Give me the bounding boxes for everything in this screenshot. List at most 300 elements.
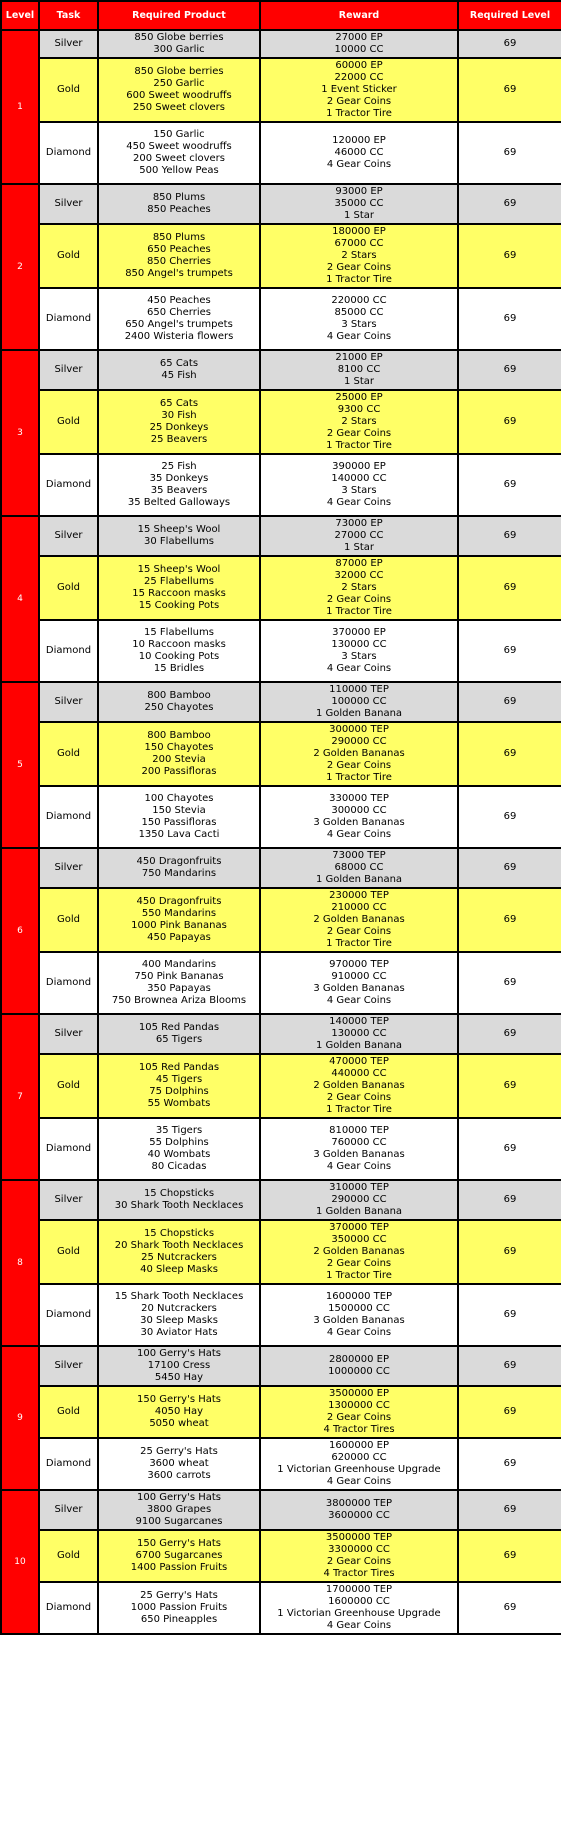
required-level-cell: 69 [458, 1118, 561, 1180]
required-product-cell [98, 390, 260, 454]
task-cell: Silver [39, 516, 98, 556]
required-level-cell: 69 [458, 350, 561, 390]
reward-line: 22000 CC [334, 72, 384, 83]
product-line: 35 Tigers [155, 1125, 203, 1136]
task-cell: Gold [39, 722, 98, 786]
reward-line: 27000 CC [334, 530, 384, 541]
table-row [1, 1054, 561, 1118]
reward-line: 1 Star [343, 210, 375, 221]
table-row [1, 952, 561, 1014]
reward-line: 4 Gear Coins [326, 1620, 392, 1631]
required-product-cell [98, 516, 260, 556]
required-product-cell [98, 58, 260, 122]
table-row [1, 722, 561, 786]
reward-line: 87000 EP [335, 558, 383, 569]
table-row [1, 1582, 561, 1634]
product-line: 800 Bamboo [147, 690, 211, 701]
product-line: 250 Chayotes [144, 702, 214, 713]
reward-cell [260, 1118, 458, 1180]
required-level-cell: 69 [458, 1530, 561, 1582]
required-product-cell [98, 888, 260, 952]
reward-line: 300000 TEP [329, 724, 389, 735]
product-line: 850 Peaches [147, 204, 211, 215]
reward-line: 2 Gear Coins [326, 428, 392, 439]
reward-line: 110000 TEP [329, 684, 389, 695]
required-level-cell: 69 [458, 30, 561, 58]
required-product-cell [98, 952, 260, 1014]
product-line: 35 Donkeys [149, 473, 209, 484]
product-line: 250 Sweet clovers [133, 102, 225, 113]
product-line: 850 Cherries [147, 256, 211, 267]
table-row [1, 1180, 561, 1220]
product-line: 40 Wombats [147, 1149, 211, 1160]
reward-line: 140000 TEP [329, 1016, 389, 1027]
task-cell: Silver [39, 350, 98, 390]
product-line: 30 Flabellums [144, 536, 214, 547]
reward-line: 3 Golden Bananas [313, 1149, 405, 1160]
reward-line: 2 Golden Bananas [313, 1246, 405, 1257]
reward-cell [260, 122, 458, 184]
reward-line: 3300000 CC [328, 1544, 390, 1555]
reward-cell [260, 1284, 458, 1346]
task-cell: Gold [39, 224, 98, 288]
header-required-product: Required Product [98, 1, 260, 30]
product-line: 1000 Passion Fruits [130, 1602, 228, 1613]
product-line: 55 Wombats [147, 1098, 211, 1109]
required-product-cell [98, 350, 260, 390]
reward-line: 1600000 CC [328, 1596, 390, 1607]
reward-line: 1 Golden Banana [315, 1206, 403, 1217]
product-line: 1350 Lava Cacti [138, 829, 220, 840]
reward-line: 130000 CC [331, 1028, 387, 1039]
reward-line: 1600000 TEP [325, 1291, 393, 1302]
reward-line: 970000 TEP [329, 959, 389, 970]
product-line: 450 Dragonfruits [136, 856, 222, 867]
reward-line: 1 Victorian Greenhouse Upgrade [277, 1608, 441, 1619]
reward-line: 1300000 CC [328, 1400, 390, 1411]
product-line: 105 Red Pandas [138, 1062, 220, 1073]
reward-line: 67000 CC [334, 238, 384, 249]
reward-line: 1 Tractor Tire [326, 108, 392, 119]
reward-line: 440000 CC [331, 1068, 387, 1079]
task-cell: Diamond [39, 1284, 98, 1346]
task-cell: Gold [39, 888, 98, 952]
reward-line: 100000 CC [331, 696, 387, 707]
required-product-cell [98, 1490, 260, 1530]
product-line: 750 Pink Bananas [134, 971, 224, 982]
reward-cell [260, 1582, 458, 1634]
reward-line: 2 Gear Coins [326, 96, 392, 107]
reward-line: 32000 CC [334, 570, 384, 581]
table-row [1, 1118, 561, 1180]
reward-line: 3 Stars [341, 651, 377, 662]
reward-line: 1 Golden Banana [315, 874, 403, 885]
table-row [1, 454, 561, 516]
reward-line: 2 Stars [341, 250, 377, 261]
required-product-cell [98, 556, 260, 620]
task-cell: Silver [39, 1180, 98, 1220]
product-line: 100 Gerry's Hats [136, 1492, 222, 1503]
reward-line: 4 Gear Coins [326, 995, 392, 1006]
reward-line: 3 Stars [341, 485, 377, 496]
product-line: 350 Papayas [147, 983, 211, 994]
product-line: 300 Garlic [153, 44, 205, 55]
product-line: 150 Passifloras [141, 817, 217, 828]
reward-line: 350000 CC [331, 1234, 387, 1245]
table-row [1, 1530, 561, 1582]
product-line: 45 Tigers [155, 1074, 203, 1085]
reward-line: 1 Tractor Tire [326, 772, 392, 783]
required-level-cell: 69 [458, 556, 561, 620]
reward-line: 2 Gear Coins [326, 1092, 392, 1103]
required-product-cell [98, 224, 260, 288]
table-row [1, 1438, 561, 1490]
task-cell: Silver [39, 1346, 98, 1386]
reward-line: 73000 TEP [332, 850, 386, 861]
required-product-cell [98, 1438, 260, 1490]
product-line: 30 Aviator Hats [140, 1327, 218, 1338]
required-level-cell: 69 [458, 1438, 561, 1490]
task-cell: Gold [39, 58, 98, 122]
task-cell: Silver [39, 184, 98, 224]
reward-line: 4 Gear Coins [326, 1327, 392, 1338]
product-line: 45 Fish [161, 370, 197, 381]
reward-cell [260, 224, 458, 288]
product-line: 750 Mandarins [141, 868, 217, 879]
required-level-cell: 69 [458, 224, 561, 288]
reward-line: 2 Gear Coins [326, 1258, 392, 1269]
reward-line: 130000 CC [331, 639, 387, 650]
reward-line: 1 Tractor Tire [326, 938, 392, 949]
product-line: 550 Mandarins [141, 908, 217, 919]
task-cell: Diamond [39, 952, 98, 1014]
reward-line: 1 Star [343, 376, 375, 387]
reward-line: 2 Gear Coins [326, 1556, 392, 1567]
product-line: 15 Cooking Pots [138, 600, 220, 611]
required-product-cell [98, 682, 260, 722]
reward-line: 4 Gear Coins [326, 1476, 392, 1487]
product-line: 450 Sweet woodruffs [126, 141, 232, 152]
product-line: 150 Gerry's Hats [136, 1394, 222, 1405]
product-line: 25 Donkeys [149, 422, 209, 433]
level-cell: 5 [1, 682, 39, 848]
reward-line: 4 Gear Coins [326, 1161, 392, 1172]
required-level-cell: 69 [458, 58, 561, 122]
product-line: 150 Chayotes [144, 742, 214, 753]
reward-cell [260, 952, 458, 1014]
required-product-cell [98, 454, 260, 516]
reward-line: 1700000 TEP [325, 1584, 393, 1595]
product-line: 75 Dolphins [149, 1086, 209, 1097]
required-product-cell [98, 1180, 260, 1220]
product-line: 25 Beavers [150, 434, 208, 445]
required-level-cell: 69 [458, 122, 561, 184]
reward-line: 2 Gear Coins [326, 1412, 392, 1423]
required-product-cell [98, 1014, 260, 1054]
reward-line: 910000 CC [331, 971, 387, 982]
product-line: 65 Cats [159, 358, 199, 369]
reward-line: 4 Tractor Tires [323, 1568, 395, 1579]
reward-line: 1 Event Sticker [321, 84, 397, 95]
required-product-cell [98, 1386, 260, 1438]
reward-line: 180000 EP [332, 226, 386, 237]
level-cell: 2 [1, 184, 39, 350]
product-line: 15 Chopsticks [143, 1228, 215, 1239]
reward-line: 3500000 TEP [325, 1532, 393, 1543]
level-cell: 7 [1, 1014, 39, 1180]
reward-line: 4 Gear Coins [326, 663, 392, 674]
reward-line: 1 Tractor Tire [326, 440, 392, 451]
reward-line: 2 Gear Coins [326, 594, 392, 605]
reward-cell [260, 556, 458, 620]
product-line: 15 Bridles [153, 663, 205, 674]
product-line: 15 Sheep's Wool [137, 564, 221, 575]
level-cell: 9 [1, 1346, 39, 1490]
reward-line: 1000000 CC [328, 1366, 390, 1377]
required-level-cell: 69 [458, 288, 561, 350]
table-row [1, 184, 561, 224]
reward-line: 1 Golden Banana [315, 1040, 403, 1051]
level-cell: 8 [1, 1180, 39, 1346]
task-cell: Gold [39, 556, 98, 620]
reward-line: 3 Golden Bananas [313, 817, 405, 828]
task-cell: Diamond [39, 1438, 98, 1490]
reward-line: 9300 CC [337, 404, 381, 415]
reward-line: 2 Golden Bananas [313, 1080, 405, 1091]
reward-line: 10000 CC [334, 44, 384, 55]
reward-line: 46000 CC [334, 147, 384, 158]
product-line: 650 Pineapples [140, 1614, 218, 1625]
product-line: 450 Peaches [147, 295, 211, 306]
reward-line: 85000 CC [334, 307, 384, 318]
reward-line: 300000 CC [331, 805, 387, 816]
reward-line: 1 Tractor Tire [326, 274, 392, 285]
product-line: 2400 Wisteria flowers [124, 331, 234, 342]
required-product-cell [98, 786, 260, 848]
product-line: 650 Peaches [147, 244, 211, 255]
reward-cell [260, 1438, 458, 1490]
reward-line: 68000 CC [334, 862, 384, 873]
reward-cell [260, 1490, 458, 1530]
reward-line: 3500000 EP [328, 1388, 390, 1399]
reward-cell [260, 1530, 458, 1582]
product-line: 5450 Hay [154, 1372, 204, 1383]
product-line: 150 Gerry's Hats [136, 1538, 222, 1549]
required-level-cell: 69 [458, 1014, 561, 1054]
reward-cell [260, 1014, 458, 1054]
reward-cell [260, 58, 458, 122]
table-row [1, 620, 561, 682]
reward-line: 290000 CC [331, 1194, 387, 1205]
header-reward: Reward [260, 1, 458, 30]
product-line: 100 Gerry's Hats [136, 1348, 222, 1359]
reward-line: 60000 EP [335, 60, 383, 71]
product-line: 750 Brownea Ariza Blooms [111, 995, 247, 1006]
task-cell: Diamond [39, 288, 98, 350]
reward-line: 140000 CC [331, 473, 387, 484]
task-cell: Diamond [39, 122, 98, 184]
required-level-cell: 69 [458, 620, 561, 682]
required-product-cell [98, 848, 260, 888]
reward-cell [260, 1346, 458, 1386]
task-cell: Gold [39, 1530, 98, 1582]
required-level-cell: 69 [458, 722, 561, 786]
product-line: 1400 Passion Fruits [130, 1562, 228, 1573]
product-line: 3600 carrots [147, 1470, 211, 1481]
product-line: 150 Stevia [152, 805, 206, 816]
task-cell: Diamond [39, 1582, 98, 1634]
table-row [1, 888, 561, 952]
product-line: 40 Sleep Masks [140, 1264, 218, 1275]
level-cell: 3 [1, 350, 39, 516]
product-line: 1000 Pink Bananas [131, 920, 227, 931]
reward-cell [260, 1220, 458, 1284]
required-level-cell: 69 [458, 390, 561, 454]
reward-cell [260, 350, 458, 390]
table-row [1, 288, 561, 350]
table-row [1, 1014, 561, 1054]
reward-line: 1 Tractor Tire [326, 1104, 392, 1115]
required-level-cell: 69 [458, 848, 561, 888]
table-row [1, 516, 561, 556]
required-level-cell: 69 [458, 1054, 561, 1118]
product-line: 65 Tigers [155, 1034, 203, 1045]
task-cell: Silver [39, 682, 98, 722]
reward-line: 370000 TEP [329, 1222, 389, 1233]
table-row [1, 848, 561, 888]
reward-line: 220000 CC [331, 295, 387, 306]
header-level: Level [1, 1, 39, 30]
table-row [1, 1346, 561, 1386]
table-row [1, 556, 561, 620]
required-level-cell: 69 [458, 184, 561, 224]
task-cell: Diamond [39, 454, 98, 516]
product-line: 35 Beavers [150, 485, 208, 496]
product-line: 20 Nutcrackers [141, 1303, 217, 1314]
product-line: 65 Cats [159, 398, 199, 409]
table-row [1, 30, 561, 58]
reward-cell [260, 516, 458, 556]
required-level-cell: 69 [458, 1284, 561, 1346]
required-level-cell: 69 [458, 454, 561, 516]
required-level-cell: 69 [458, 1490, 561, 1530]
product-line: 200 Stevia [152, 754, 206, 765]
required-level-cell: 69 [458, 1180, 561, 1220]
reward-cell [260, 1054, 458, 1118]
product-line: 105 Red Pandas [138, 1022, 220, 1033]
reward-line: 2 Golden Bananas [313, 748, 405, 759]
reward-line: 1 Victorian Greenhouse Upgrade [277, 1464, 441, 1475]
header-row [1, 1, 561, 30]
product-line: 4050 Hay [154, 1406, 204, 1417]
table-row [1, 1220, 561, 1284]
reward-cell [260, 30, 458, 58]
required-product-cell [98, 1054, 260, 1118]
product-line: 15 Raccoon masks [132, 588, 226, 599]
reward-line: 330000 TEP [329, 793, 389, 804]
reward-line: 760000 CC [331, 1137, 387, 1148]
reward-line: 390000 EP [332, 461, 386, 472]
task-cell: Gold [39, 1054, 98, 1118]
product-line: 25 Gerry's Hats [140, 1590, 218, 1601]
reward-line: 810000 TEP [329, 1125, 389, 1136]
reward-line: 2 Gear Coins [326, 760, 392, 771]
required-product-cell [98, 30, 260, 58]
task-cell: Gold [39, 1220, 98, 1284]
product-line: 850 Angel's trumpets [125, 268, 233, 279]
table-row [1, 390, 561, 454]
product-line: 30 Fish [161, 410, 197, 421]
reward-line: 3600000 CC [328, 1510, 390, 1521]
table-row [1, 122, 561, 184]
required-product-cell [98, 1284, 260, 1346]
reward-line: 73000 EP [335, 518, 383, 529]
product-line: 850 Globe berries [134, 32, 224, 43]
reward-cell [260, 620, 458, 682]
product-line: 10 Raccoon masks [132, 639, 226, 650]
reward-cell [260, 848, 458, 888]
reward-cell [260, 888, 458, 952]
required-level-cell: 69 [458, 516, 561, 556]
product-line: 850 Plums [152, 232, 206, 243]
required-level-cell: 69 [458, 1220, 561, 1284]
reward-line: 8100 CC [337, 364, 381, 375]
required-product-cell [98, 1346, 260, 1386]
reward-line: 1 Golden Banana [315, 708, 403, 719]
reward-line: 27000 EP [335, 32, 383, 43]
reward-line: 21000 EP [335, 352, 383, 363]
task-cell: Silver [39, 30, 98, 58]
table-row [1, 1490, 561, 1530]
product-line: 25 Nutcrackers [141, 1252, 217, 1263]
reward-line: 310000 TEP [329, 1182, 389, 1193]
task-cell: Diamond [39, 786, 98, 848]
required-product-cell [98, 1118, 260, 1180]
table-row [1, 1284, 561, 1346]
reward-line: 2 Stars [341, 416, 377, 427]
task-cell: Gold [39, 390, 98, 454]
product-line: 150 Garlic [153, 129, 205, 140]
reward-cell [260, 1180, 458, 1220]
reward-line: 3800000 TEP [325, 1498, 393, 1509]
product-line: 500 Yellow Peas [139, 165, 219, 176]
reward-line: 470000 TEP [329, 1056, 389, 1067]
required-product-cell [98, 1582, 260, 1634]
product-line: 30 Sleep Masks [140, 1315, 218, 1326]
required-product-cell [98, 1220, 260, 1284]
product-line: 9100 Sugarcanes [135, 1516, 223, 1527]
reward-line: 3 Stars [341, 319, 377, 330]
reward-line: 2 Golden Bananas [313, 914, 405, 925]
table-row [1, 786, 561, 848]
reward-cell [260, 288, 458, 350]
required-product-cell [98, 1530, 260, 1582]
product-line: 250 Garlic [153, 78, 205, 89]
product-line: 200 Passifloras [141, 766, 217, 777]
reward-cell [260, 722, 458, 786]
product-line: 850 Plums [152, 192, 206, 203]
product-line: 25 Flabellums [144, 576, 214, 587]
product-line: 5050 wheat [149, 1418, 209, 1429]
reward-cell [260, 786, 458, 848]
reward-line: 3 Golden Bananas [313, 1315, 405, 1326]
header-required-level: Required Level [458, 1, 561, 30]
reward-line: 2 Gear Coins [326, 262, 392, 273]
product-line: 200 Sweet clovers [133, 153, 225, 164]
reward-line: 4 Gear Coins [326, 159, 392, 170]
product-line: 800 Bamboo [147, 730, 211, 741]
product-line: 650 Angel's trumpets [125, 319, 233, 330]
